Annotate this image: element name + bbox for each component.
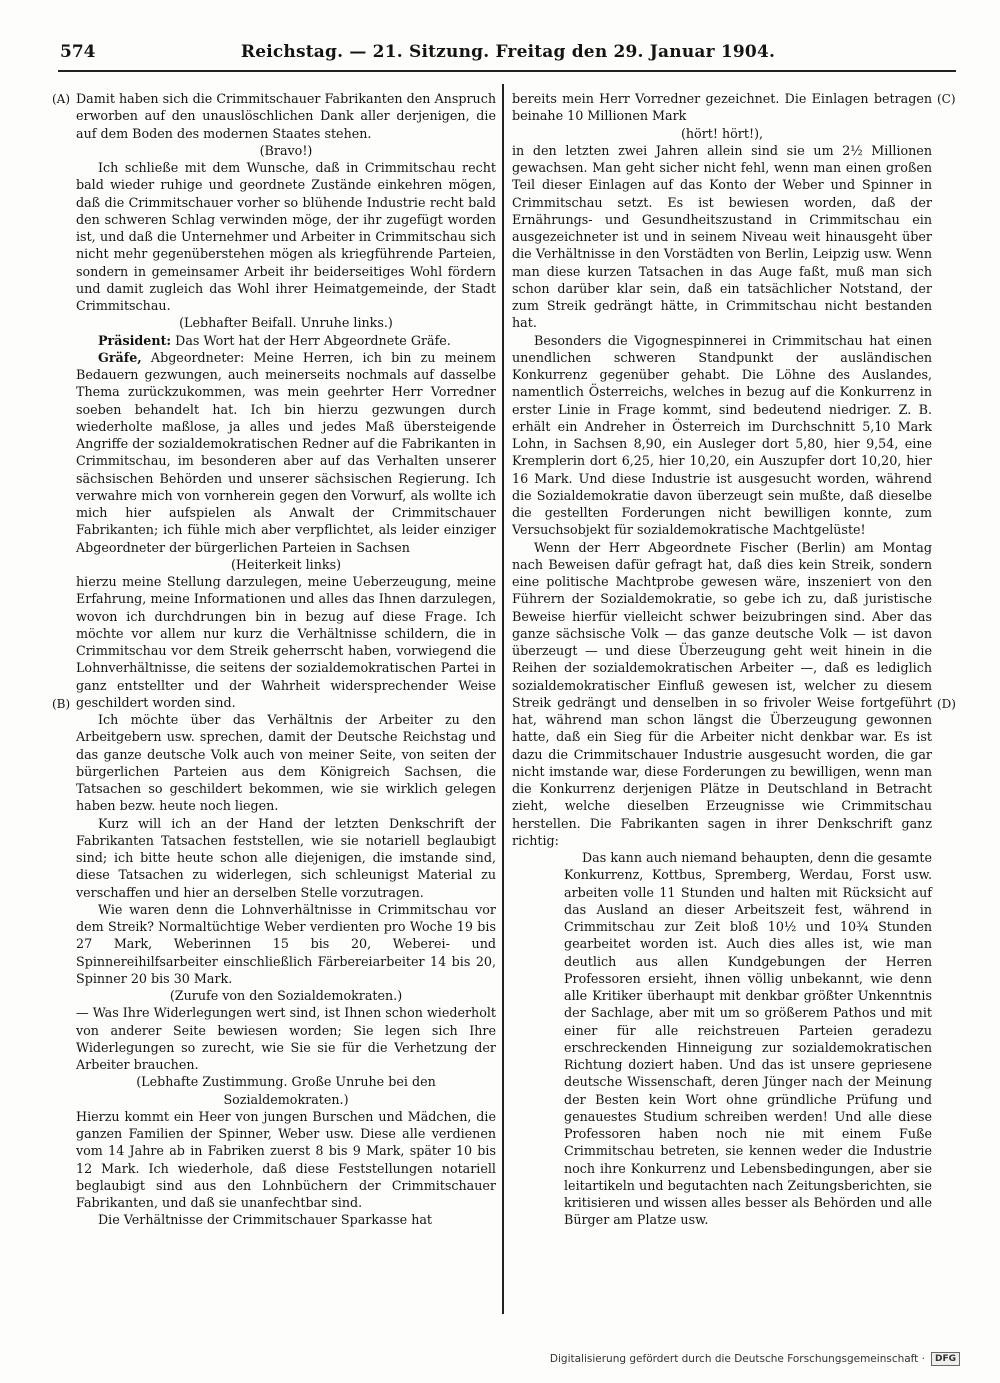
margin-label-d: (D) (937, 697, 956, 711)
paragraph: bereits mein Herr Vorredner gezeichnet. Die Einlagen betragen beinahe 10 Millionen Mark (512, 91, 932, 124)
paragraph: Ich schließe mit dem Wunsche, daß in Crimmitschau recht bald wieder ruhige und geordnete Zustände einkehren mögen, daß die Crimmitschauer vorher so blühende Industrie recht bald den schweren Schlag verwinden möge, der ihr zugefügt worden ist, und daß die Unternehmer und Arbeiter in Crimmitschau sich nicht mehr gegenüberstehen mögen als kriegführende Parteien, sondern in gemeinsamer Arbeit ihr beiderseitiges Wohl fördern und damit zugleich das Wohl ihrer Heimatgemeinde, der Stadt Crimmitschau. (76, 160, 496, 313)
speaker-name: Gräfe, (98, 349, 142, 365)
speaker-paragraph (76, 349, 496, 556)
dfg-logo: DFG (931, 1352, 960, 1366)
paragraph: Wie waren denn die Lohnverhältnisse in Crimmitschau vor dem Streik? Normaltüchtige Weber verdienten pro Woche 19 bis 27 Mark, Weberinnen 15 bis 20, Weberei- und Spinnereihilfsarbeiter einschließlich Färbereiarbeiter 14 bis 20, Spinner 20 bis 30 Mark. (76, 901, 496, 986)
margin-label-b: (B) (52, 697, 71, 711)
speaker-paragraph (76, 332, 496, 349)
paragraph: Damit haben sich die Crimmitschauer Fabrikanten den Anspruch erworben auf den unauslöschlichen Dank aller derjenigen, die auf dem Boden des modernen Staates stehen. (76, 91, 496, 141)
paragraph: Hierzu kommt ein Heer von jungen Burschen und Mädchen, die ganzen Familien der Spinner, Weber usw. Diese alle verdienen vom 14 Jahre ab in Fabriken zuerst 8 bis 9 Mark, später 10 bis 12 Mark. Ich wiederhole, daß diese Feststellungen notariell beglaubigt sind aus den Lohnbüchern der Crimmitschauer Fabrikanten, und daß sie unanfechtbar sind. (76, 1108, 496, 1210)
right-column (512, 90, 932, 1229)
speech-text: Abgeordneter: Meine Herren, ich bin zu meinem Bedauern gezwungen, auch meinerseits nochmals auf dasselbe Thema zurückzukommen, was mein geehrter Herr Vorredner soeben behandelt hat. Ich bin hierzu gezwungen durch wiederholte maßlose, ja alles und jedes Maß übersteigende Angriffe der sozialdemokratischen Redner auf die Fabrikanten in Crimmitschau, im besonderen aber auf das Verhalten unserer sächsischen Behörden und unserer sächsischen Regierung. Ich verwahre mich von vornherein gegen den Vorwurf, als wollte ich mich hier aufspielen als Anwalt der Crimmitschauer Fabrikanten; ich fühle mich aber verpflichtet, als leider einziger Abgeordneter der bürgerlichen Parteien in Sachsen (76, 349, 496, 555)
interjection: (Bravo!) (259, 142, 313, 158)
speech-text: Das Wort hat der Herr Abgeordnete Gräfe. (171, 332, 451, 348)
interjection: (Zurufe von den Sozialdemokraten.) (169, 988, 403, 1003)
interjection: (Heiterkeit links) (230, 556, 342, 572)
paragraph: Wenn der Herr Abgeordnete Fischer (Berlin) am Montag nach Beweisen dafür gefragt hat, daß dies kein Streik, sondern eine politische Machtprobe gewesen wäre, inszeniert von den Führern der Sozialdemokratie, so gebe ich zu, daß juristische Beweise hierfür vielleicht schwer beizubringen sind. Aber das ganze sächsische Volk — das ganze deutsche Volk — ist davon überzeugt — und diese Überzeugung geht weit hinein in die Reihen der sozialdemokratischen Arbeiter —, daß es lediglich sozialdemokratischer Einfluß gewesen ist, welcher zu diesem Streik gedrängt und denselben in so frivoler Weise fortgeführt hat, während man schon längst die Überzeugung gewonnen hatte, daß ein Sieg für die Arbeiter nicht denkbar war. Es ist dazu die Crimmitschauer Industrie ausgesucht worden, die gar nicht imstande war, diese Forderungen zu bewilligen, wenn man die Konkurrenz derjenigen Plätze in Deutschland in Betracht zieht, welche dieselben Erzeugnisse wie Crimmitschau herstellen. Die Fabrikanten sagen in ihrer Denkschrift ganz richtig: (512, 539, 932, 848)
block-quote: Das kann auch niemand behaupten, denn die gesamte Konkurrenz, Kottbus, Spremberg, Werdau, Forst usw. arbeiten volle 11 Stunden und halten mit Rücksicht auf das Ausland an dieser Arbeitszeit fest, während in Crimmitschau zur Zeit bloß 10½ und 10¾ Stunden gearbeitet worden ist. Auch dies alles ist, wie man deutlich aus allen Kundgebungen der Herren Professoren ersieht, ihnen völlig unbekannt, wie denn alle Kritiker überhaupt mit denkbar größter Unkenntnis der Sachlage, aber mit um so größerem Pathos und mit einer für alle reichstreuen Parteien geradezu erschreckenden Hinneigung zur sozialdemokratischen Richtung doziert haben. Und das ist unsere gepriesene deutsche Wissenschaft, deren Jünger nach der Meinung der Besten kein Wort ohne gründliche Prüfung und genauestes Studium schreiben werden! Und alle diese Professoren haben noch nie mit einem Fuße Crimmitschau betreten, sie kennen weder die Industrie noch ihre Konkurrenz und Lebensbedingungen, aber sie leitartikeln und begutachten nach Zeitungsberichten, sie kritisieren und wissen alles besser als Behörden und alle Bürger am Platze usw. (564, 850, 932, 1228)
paragraph: Kurz will ich an der Hand der letzten Denkschrift der Fabrikanten Tatsachen feststellen, wie sie notariell beglaubigt sind; ich bitte heute schon alle diejenigen, die imstande sind, diese Tatsachen zu widerlegen, sich schleunigst Material zu verschaffen und hier an derselben Stelle vorzutragen. (76, 815, 496, 900)
page-header (58, 40, 958, 66)
left-column (76, 90, 496, 1229)
paragraph: Die Verhältnisse der Crimmitschauer Sparkasse hat (98, 1212, 433, 1228)
footer-text: Digitalisierung gefördert durch die Deutsche Forschungsgemeinschaft · (549, 1353, 925, 1365)
paragraph: hierzu meine Stellung darzulegen, meine Ueberzeugung, meine Erfahrung, meine Informationen und alles das Ihnen darzulegen, wovon ich durchdrungen bin in bezug auf diese Frage. Ich möchte vor allem nur kurz die Verhältnisse schildern, die in Crimmitschau vor dem Streik geherrscht haben, vorwiegend die Lohnverhältnisse, die seitens der sozialdemokratischen Partei in ganz entstellter und der Wahrheit widersprechender Weise geschildert worden sind. (76, 574, 496, 710)
page-number: 574 (60, 42, 96, 62)
paragraph: Besonders die Vigognespinnerei in Crimmitschau hat einen unendlichen schweren Standpunkt der ausländischen Konkurrenz gegenüber gehabt. Die Löhne des Auslandes, namentlich Österreichs, welches in bezug auf die Konkurrenz in erster Linie in Frage kommt, sind bedeutend niedriger. Z. B. erhält ein Andreher in Österreich im Durchschnitt 5,10 Mark Lohn, in Sachsen 8,90, ein Ausleger dort 5,80, hier 9,54, eine Kremplerin dort 6,25, hier 10,20, ein Auszupfer dort 10,20, hier 16 Mark. Und diese Industrie ist ausgesucht worden, während die Sozialdemokratie davon überzeugt sein mußte, daß dieselbe die gestellten Forderungen nicht bewilligen konnte, zum Versuchsobjekt für sozialdemokratische Machtgelüste! (512, 332, 932, 538)
paragraph: Ich möchte über das Verhältnis der Arbeiter zu den Arbeitgebern usw. sprechen, damit der Deutsche Reichstag und das ganze deutsche Volk auch von meiner Seite, von seiten der bürgerlichen Parteien aus dem Königreich Sachsen, die Tatsachen so geschildert bekommen, wie sie wirklich gelegen haben bezw. heute noch liegen. (76, 712, 496, 814)
interjection: (hört! hört!), (680, 125, 764, 141)
running-title: Reichstag. — 21. Sitzung. Freitag den 29. Januar 1904. (240, 42, 776, 62)
column-divider (502, 84, 504, 1314)
interjection: (Lebhafter Beifall. Unruhe links.) (179, 315, 393, 331)
speaker-name: Präsident: (98, 332, 172, 348)
footer-credit (550, 1352, 960, 1366)
paragraph: in den letzten zwei Jahren allein sind sie um 2½ Millionen gewachsen. Man geht sicher nicht fehl, wenn man einen großen Teil dieser Einlagen auf das Konto der Weber und Spinner in Crimmitschau setzt. Es ist bewiesen worden, daß der Ernährungs- und Gesundheitszustand in Crimmitschau ein ausgezeichneter ist und in seinem Niveau weit hinausgeht über die Verhältnisse in den Vorstädten von Berlin, Leipzig usw. Wenn man diese kurzen Tatsachen in das Auge faßt, muß man sich schon darüber klar sein, daß ein tatsächlicher Notstand, der zum Streik gedrängt hätte, in Crimmitschau nicht bestanden hat. (512, 142, 932, 331)
interjection: (Lebhafte Zustimmung. Große Unruhe bei den Sozialdemokraten.) (136, 1074, 436, 1107)
header-rule (58, 70, 956, 72)
margin-label-c: (C) (937, 92, 956, 106)
margin-label-a: (A) (52, 92, 71, 106)
paragraph: — Was Ihre Widerlegungen wert sind, ist Ihnen schon wiederholt von anderer Seite bewiesen worden; Sie legen sich Ihre Widerlegungen so zurecht, wie Sie sie für die Verhetzung der Arbeiter brauchen. (76, 1005, 496, 1072)
